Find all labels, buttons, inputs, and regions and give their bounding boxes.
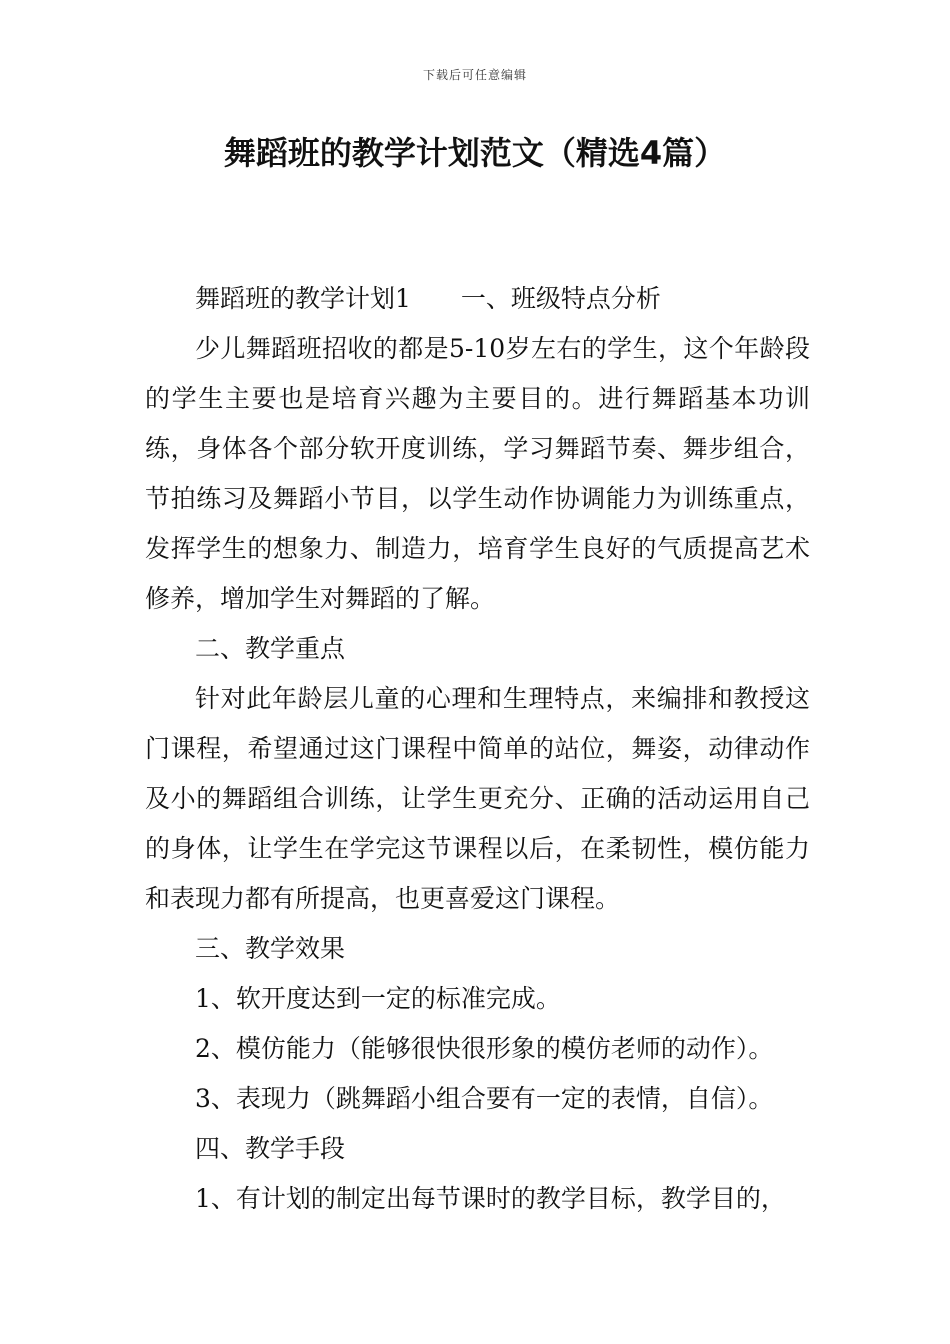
section-1-paragraph: 少儿舞蹈班招收的都是5-10岁左右的学生，这个年龄段的学生主要也是培育兴趣为主要目的。进行舞蹈基本功训练，身体各个部分软开度训练，学习舞蹈节奏、舞步组合，节拍练习及舞蹈小节目，以学生动作协调能力为训练重点，发挥学生的想象力、制造力，培育学生良好的气质提高艺术修养，增加学生对舞蹈的了解。 <box>145 334 810 613</box>
section-3-item-1: 1、软开度达到一定的标准完成。 <box>195 984 561 1013</box>
section-1-heading: 一、班级特点分析 <box>460 284 661 313</box>
document-body <box>145 274 810 1224</box>
plan-1-title: 舞蹈班的教学计划1 <box>195 284 411 313</box>
section-4-heading: 四、教学手段 <box>195 1134 346 1163</box>
section-3-item-2: 2、模仿能力（能够很快很形象的模仿老师的动作）。 <box>195 1034 774 1063</box>
document-title: 舞蹈班的教学计划范文（精选4篇） <box>223 134 727 172</box>
section-4-item-1: 1、有计划的制定出每节课时的教学目标，教学目的， <box>195 1184 786 1213</box>
section-2-paragraph: 针对此年龄层儿童的心理和生理特点，来编排和教授这门课程，希望通过这门课程中简单的站位，舞姿，动律动作及小的舞蹈组合训练，让学生更充分、正确的活动运用自己的身体，让学生在学完这节课程以后，在柔韧性，模仿能力和表现力都有所提高，也更喜爱这门课程。 <box>145 684 810 913</box>
section-3-heading: 三、教学效果 <box>195 934 346 963</box>
section-3-item-3: 3、表现力（跳舞蹈小组合要有一定的表情，自信）。 <box>195 1084 774 1113</box>
section-2-heading: 二、教学重点 <box>195 634 346 663</box>
section-1-heading-line <box>145 274 810 324</box>
header-note: 下载后可任意编辑 <box>422 68 527 82</box>
